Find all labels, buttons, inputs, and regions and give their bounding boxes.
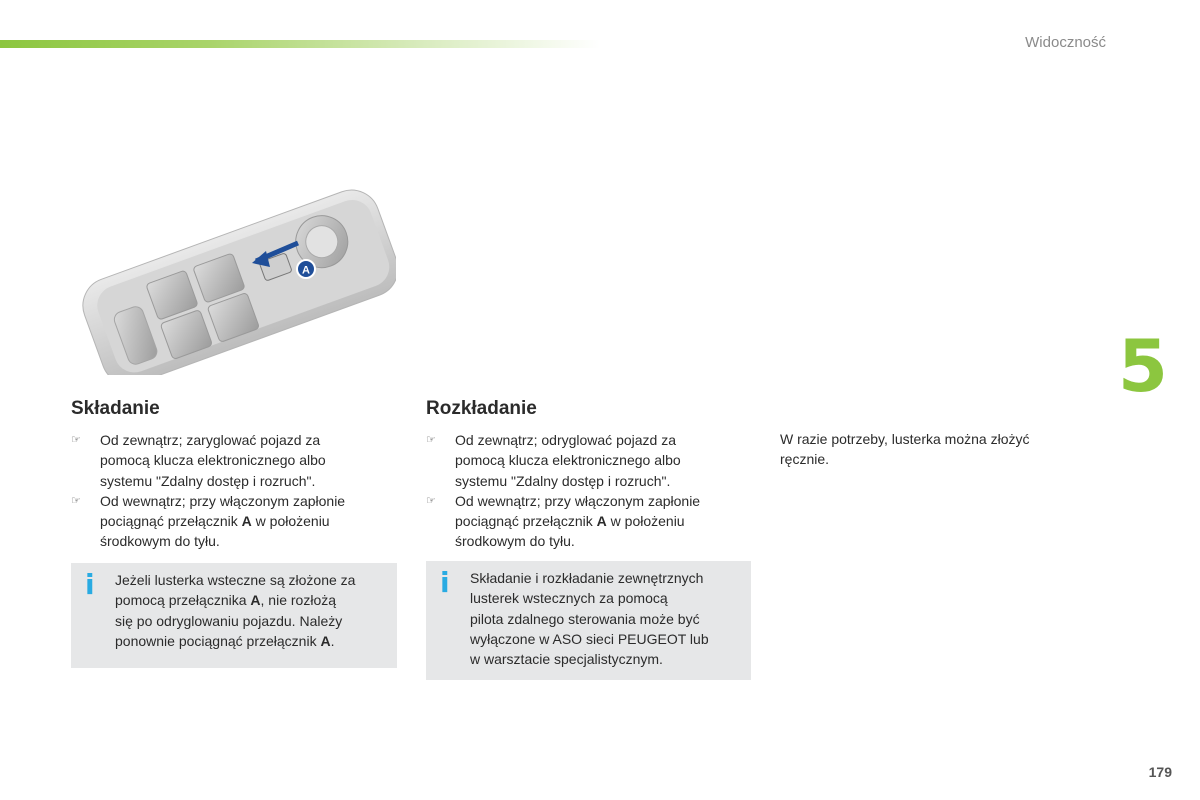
section-title: Widoczność <box>1025 34 1106 51</box>
folding-info-box <box>71 563 397 668</box>
folding-instructions <box>71 430 391 552</box>
chapter-number: 5 <box>1117 324 1168 408</box>
unfolding-info-text: Składanie i rozkładanie zewnętrznych lusterek wstecznych za pomocą pilota zdalnego sterowania może być wyłączone w ASO sieci PEUGEOT lub w warsztacie specjalistycznym. <box>470 570 709 668</box>
unfolding-info-box <box>426 561 751 680</box>
pointer-icon: ☞ <box>71 494 81 507</box>
label-a: A <box>302 264 310 277</box>
window-switch-panel-illustration <box>76 175 396 375</box>
pointer-icon: ☞ <box>426 434 436 446</box>
unfolding-heading: Rozkładanie <box>426 398 537 419</box>
folding-bullet-outside: ☞ Od zewnątrz; zaryglować pojazd za pomocą klucza elektronicznego albo systemu "Zdalny dostęp i rozruch". <box>71 432 326 489</box>
manual-fold-note: W razie potrzeby, lusterka można złożyć ręcznie. <box>780 431 1030 468</box>
header-accent-bar <box>0 40 600 48</box>
info-icon: i <box>440 566 450 599</box>
unfolding-instructions <box>426 430 746 552</box>
unfolding-bullet-outside: ☞ Od zewnątrz; odryglować pojazd za pomocą klucza elektronicznego albo systemu "Zdalny dostęp i rozruch". <box>426 432 681 489</box>
unfolding-bullet-inside: ☞ Od wewnątrz; przy włączonym zapłonie pociągnąć przełącznik A w położeniu środkowym do tyłu. <box>426 492 701 550</box>
info-icon: i <box>85 568 95 601</box>
pointer-icon: ☞ <box>426 494 436 507</box>
pointer-icon: ☞ <box>71 434 81 446</box>
folding-bullet-inside: ☞ Od wewnątrz; przy włączonym zapłonie pociągnąć przełącznik A w położeniu środkowym do tyłu. <box>71 492 346 550</box>
folding-heading: Składanie <box>71 398 160 419</box>
folding-info-text: Jeżeli lusterka wsteczne są złożone za pomocą przełącznika A, nie rozłożą się po odryglowaniu pojazdu. Należy ponownie pociągnąć przełącznik A. <box>115 572 356 649</box>
page-number: 179 <box>1148 764 1172 780</box>
